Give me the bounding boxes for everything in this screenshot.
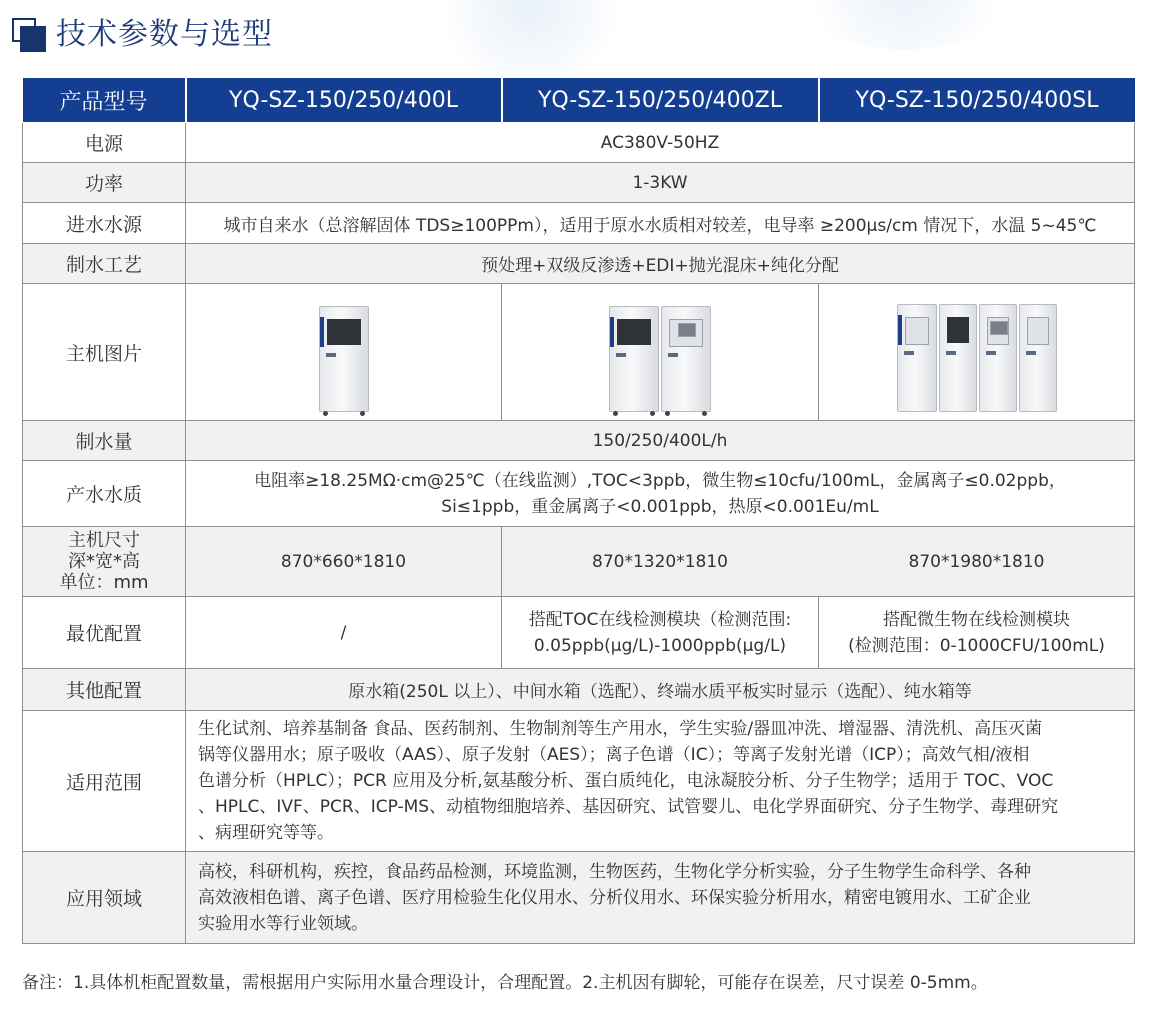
cabinet-image: [939, 304, 977, 412]
table-header-row: [23, 78, 1135, 123]
row-value: 1-3KW: [186, 163, 1135, 203]
column-header: YQ-SZ-150/250/400SL: [819, 78, 1135, 123]
scope-line: 生化试剂、培养基制备 食品、医药制剂、生物制剂等生产用水，学生实验/器皿冲洗、增湿器、清洗机、高压灭菌: [198, 719, 1043, 739]
row-label: 应用领域: [23, 852, 186, 944]
row-value: 预处理+双级反渗透+EDI+抛光混床+纯化分配: [186, 244, 1135, 284]
field-line: 高效液相色谱、离子色谱、医疗用检验生化仪用水、分析仪用水、环保实验分析用水，精密电镀用水、工矿企业: [198, 887, 1031, 908]
row-value: 城市自来水（总溶解固体 TDS≥100PPm），适用于原水水质相对较差，电导率 ≥200μs/cm 情况下，水温 5~45℃: [186, 203, 1135, 244]
row-label: 制水工艺: [23, 244, 186, 284]
quality-line: 电阻率≥18.25MΩ·cm@25℃（在线监测）,TOC<3ppb，微生物≤10cfu/100mL，金属离子≤0.02ppb，: [254, 470, 1066, 491]
machine-image-single: [186, 284, 502, 421]
dimension-value: 870*1980*1810: [819, 527, 1135, 597]
scope-line: 、HPLC、IVF、PCR、ICP-MS、动植物细胞培养、基因研究、试管婴儿、电化学界面研究、分子生物学、毒理研究: [198, 797, 1059, 817]
background-bubble: [430, 0, 630, 80]
table-row: [23, 284, 1135, 421]
row-value: [186, 852, 1135, 944]
machine-image-double: [502, 284, 819, 421]
row-label: 功率: [23, 163, 186, 203]
table-row: [23, 163, 1135, 203]
optimal-line: 0.05ppb(μg/L)-1000ppb(μg/L): [533, 635, 787, 656]
dimension-label-line: 单位：mm: [59, 572, 149, 593]
quality-line: Si≤1ppb，重金属离子<0.001ppb，热原<0.001Eu/mL: [441, 496, 879, 517]
dimension-value: 870*660*1810: [186, 527, 502, 597]
dimension-value: 870*1320*1810: [502, 527, 819, 597]
optimal-value: /: [186, 597, 502, 669]
row-value: 150/250/400L/h: [186, 421, 1135, 461]
row-label: 其他配置: [23, 669, 186, 711]
cabinet-image: [319, 306, 369, 412]
table-row: [23, 461, 1135, 527]
scope-line: 色谱分析（HPLC）；PCR 应用及分析,氨基酸分析、蛋白质纯化，电泳凝胶分析、分子生物学；适用于 TOC、VOC: [198, 771, 1054, 791]
table-row: [23, 597, 1135, 669]
row-label: 电源: [23, 123, 186, 163]
row-label: 最优配置: [23, 597, 186, 669]
optimal-value: [502, 597, 819, 669]
row-label: 产水水质: [23, 461, 186, 527]
table-row: [23, 852, 1135, 944]
table-row: [23, 711, 1135, 852]
column-header: YQ-SZ-150/250/400ZL: [502, 78, 819, 123]
scope-line: 、病理研究等等。: [198, 823, 334, 843]
row-label: 适用范围: [23, 711, 186, 852]
footnote: 备注：1.具体机柜配置数量，需根据用户实际用水量合理设计，合理配置。2.主机因有脚轮，可能存在误差，尺寸误差 0-5mm。: [22, 973, 988, 993]
table-row: [23, 527, 1135, 597]
table-row: [23, 203, 1135, 244]
row-value: [186, 711, 1135, 852]
field-line: 高校，科研机构，疾控，食品药品检测，环境监测，生物医药，生物化学分析实验，分子生物学生命科学、各种: [198, 861, 1031, 882]
optimal-line: (检测范围：0-1000CFU/100mL): [848, 635, 1105, 656]
row-label: [23, 527, 186, 597]
table-row: [23, 669, 1135, 711]
optimal-value: [819, 597, 1135, 669]
row-label: 制水量: [23, 421, 186, 461]
dimension-label-line: 深*宽*高: [68, 551, 140, 572]
cabinet-image: [661, 306, 711, 412]
scope-line: 锅等仪器用水；原子吸收（AAS）、原子发射（AES）；离子色谱（IC）；等离子发射光谱（ICP）；高效气相/液相: [198, 745, 1030, 765]
column-header: YQ-SZ-150/250/400L: [186, 78, 502, 123]
section-header: [12, 12, 273, 58]
cabinet-image: [897, 304, 937, 412]
cabinet-image: [609, 306, 659, 412]
optimal-line: 搭配微生物在线检测模块: [883, 609, 1070, 630]
row-label: 进水水源: [23, 203, 186, 244]
background-bubble: [790, 0, 1020, 50]
row-value: [186, 461, 1135, 527]
section-square-icon: [12, 18, 46, 52]
spec-table: [22, 78, 1135, 944]
optimal-line: 搭配TOC在线检测模块（检测范围:: [528, 609, 792, 630]
machine-image-triple: [819, 284, 1135, 421]
field-line: 实验用水等行业领域。: [198, 913, 368, 934]
column-header: 产品型号: [23, 78, 186, 123]
table-row: [23, 123, 1135, 163]
row-value: AC380V-50HZ: [186, 123, 1135, 163]
page-title: 技术参数与选型: [56, 17, 273, 52]
cabinet-image: [979, 304, 1017, 412]
dimension-label-line: 主机尺寸: [68, 530, 140, 551]
table-row: [23, 244, 1135, 284]
row-value: 原水箱(250L 以上）、中间水箱（选配）、终端水质平板实时显示（选配）、纯水箱等: [186, 669, 1135, 711]
cabinet-image: [1019, 304, 1057, 412]
row-label: 主机图片: [23, 284, 186, 421]
table-row: [23, 421, 1135, 461]
